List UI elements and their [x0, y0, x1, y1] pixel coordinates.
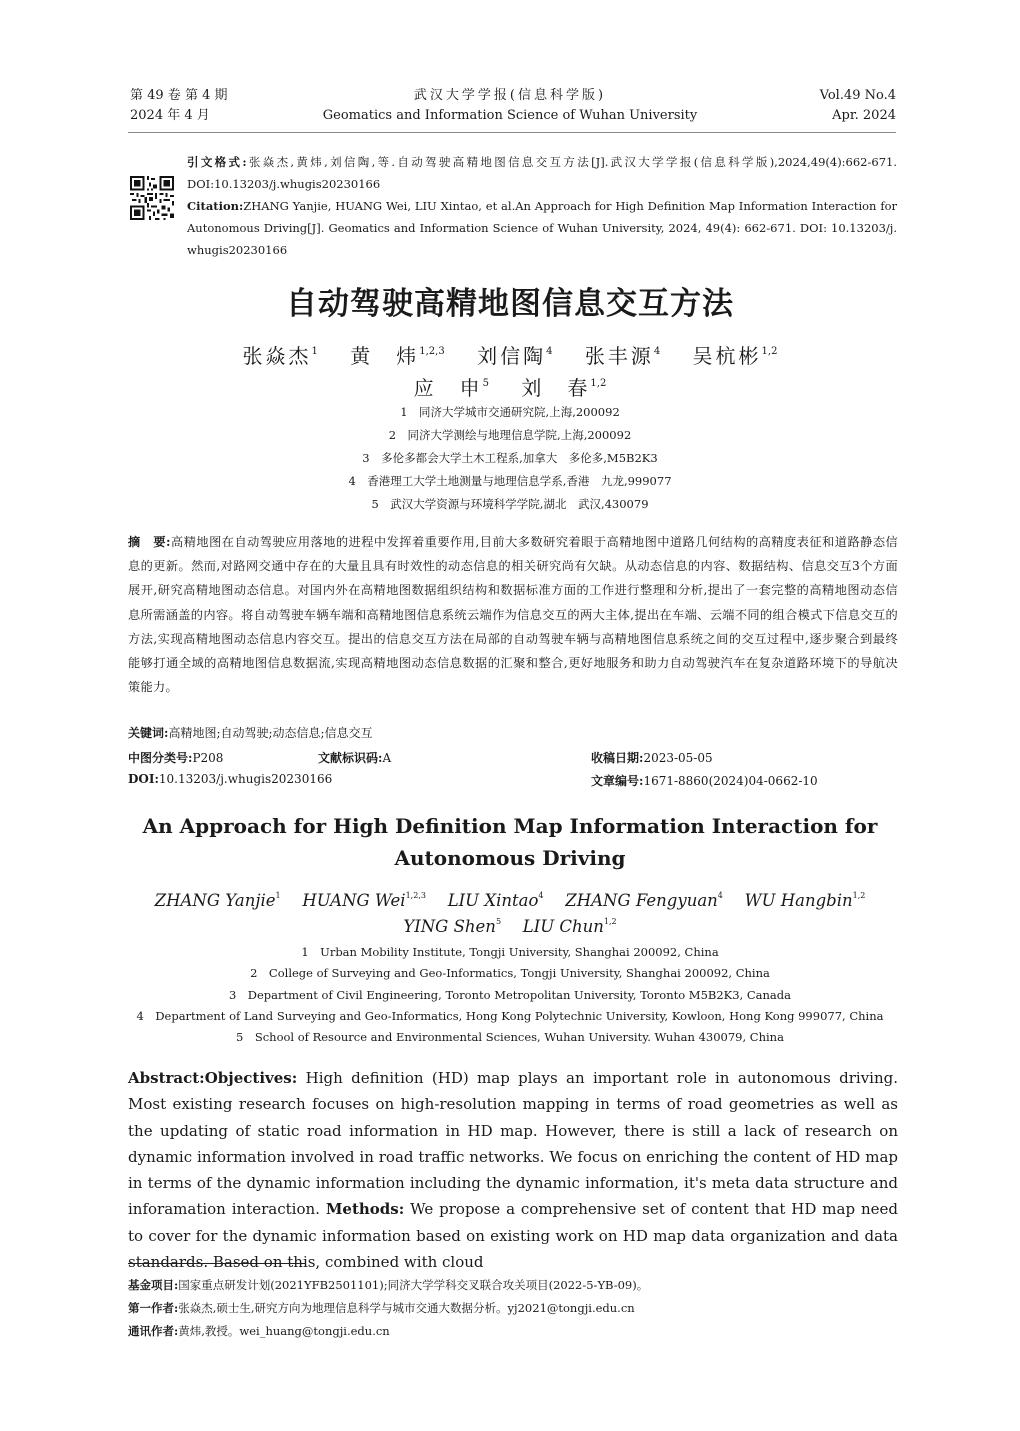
authors-en-line2	[130, 917, 890, 936]
keywords-cn-label: 关键词:	[128, 726, 169, 740]
citation-block	[187, 151, 897, 261]
author-sup: 1,2	[852, 891, 866, 900]
footnote-fund	[128, 1277, 648, 1293]
author-en: ZHANG Fengyuan	[565, 891, 718, 910]
author-cn: 应 申	[413, 376, 483, 400]
header-issue	[130, 86, 227, 126]
header-volume-en	[820, 86, 896, 126]
clc-label: 中图分类号:	[128, 751, 193, 765]
author-sup: 1,2,3	[419, 346, 445, 357]
title-en-line1: An Approach for High Definition Map Information Interaction for	[142, 814, 878, 838]
author-en: HUANG Wei	[302, 891, 406, 910]
fund-text: 国家重点研发计划(2021YFB2501101);同济大学学科交叉联合攻关项目(2022-5-YB-09)。	[178, 1278, 649, 1292]
author-sup: 4	[538, 891, 544, 900]
affiliation-cn: 1 同济大学城市交通研究院,上海,200092	[400, 405, 620, 419]
paper-title-en	[130, 810, 890, 874]
methods-label: Methods:	[325, 1200, 405, 1219]
header-date-en: Apr. 2024	[832, 108, 896, 123]
affiliation-en: 1 Urban Mobility Institute, Tongji University, Shanghai 200092, China	[301, 945, 719, 959]
keywords-cn-text: 高精地图;自动驾驶;动态信息;信息交互	[168, 726, 373, 740]
qr-code-icon	[130, 176, 174, 220]
author-en: ZHANG Yanjie	[154, 891, 276, 910]
author-en: LIU Xintao	[447, 891, 539, 910]
header-volume: 第 49 卷 第 4 期	[130, 88, 228, 103]
author-cn: 刘 春	[521, 376, 591, 400]
abstract-cn-text: 高精地图在自动驾驶应用落地的进程中发挥着重要作用,目前大多数研究着眼于高精地图中道路几何结构的高精度表征和道路静态信息的更新。然而,对路网交通中存在的大量且具有时效性的动态信息的相关研究尚有欠缺。从动态信息的内容、数据结构、信息交互3个方面展开,研究高精地图动态信息。对国内外在高精地图数据组织结构和数据标准方面的工作进行整理和分析,提出了一套完整的高精地图动态信息所需涵盖的内容。将自动驾驶车辆车端和高精地图信息系统云端作为信息交互的两大主体,提出在车端、云端不同的组合模式下信息交互的方法,实现高精地图动态信息内容交互。提出的信息交互方法在局部的自动驾驶车辆与高精地图信息系统之间的交互过程中,逐步聚合到最终能够打通全域的高精地图信息数据流,实现高精地图动态信息数据的汇聚和整合,更好地服务和助力自动驾驶汽车在复杂道路环境下的导航决策能力。	[128, 535, 898, 695]
authors-en-line1	[130, 891, 890, 910]
authors-cn-line1	[130, 340, 890, 369]
author-sup: 4	[653, 346, 661, 357]
header-journal	[280, 86, 740, 126]
abstract-en-label: Abstract:	[128, 1069, 205, 1087]
header-date-cn: 2024 年 4 月	[130, 108, 210, 123]
affiliations-en	[130, 942, 890, 1048]
affiliation-cn: 3 多伦多都会大学土木工程系,加拿大 多伦多,M5B2K3	[362, 451, 658, 465]
affiliation-cn: 4 香港理工大学土地测量与地理信息学系,香港 九龙,999077	[348, 474, 672, 488]
paper-title-cn: 自动驾驶高精地图信息交互方法	[286, 286, 734, 322]
abstract-cn-label: 摘 要:	[128, 535, 171, 549]
doc-value: A	[382, 751, 392, 765]
article-label: 文章编号:	[591, 774, 644, 788]
affiliation-en: 2 College of Surveying and Geo-Informatics, Tongji University, Shanghai 200092, China	[250, 966, 770, 981]
citation-cn-label: 引文格式:	[187, 155, 247, 169]
title-en-line2: Autonomous Driving	[394, 846, 626, 870]
author-sup: 1	[275, 891, 281, 900]
first-author-text: 张焱杰,硕士生,研究方向为地理信息科学与城市交通大数据分析。yj2021@tongji.edu.cn	[178, 1301, 635, 1315]
author-cn: 刘信陶	[477, 344, 547, 368]
author-sup: 4	[717, 891, 723, 900]
author-sup: 1,2	[761, 346, 778, 357]
author-sup: 5	[482, 378, 490, 389]
header-vol-no: Vol.49 No.4	[819, 88, 896, 103]
abstract-en	[128, 1065, 898, 1275]
journal-name-en: Geomatics and Information Science of Wuhan University	[322, 108, 698, 123]
doi-label: DOI:	[128, 772, 159, 786]
author-cn: 张丰源	[584, 344, 654, 368]
methods-text: We propose a comprehensive set of content that HD map need to cover for the dynamic information based on existing work on HD map data organization and data standards. Based on this, combined with cloud	[128, 1200, 898, 1272]
author-sup: 4	[546, 346, 553, 357]
received-label: 收稿日期:	[591, 751, 644, 765]
clc-number	[128, 749, 223, 766]
author-sup: 5	[495, 917, 502, 926]
authors-cn-line2	[130, 372, 890, 401]
author-cn: 黄 炜	[350, 344, 420, 368]
citation-cn-text: 张焱杰,黄炜,刘信陶,等.自动驾驶高精地图信息交互方法[J].武汉大学学报(信息科学版),2024,49(4):662-671. DOI:10.13203/j.whugis20230166	[187, 155, 897, 191]
received-date	[591, 749, 713, 766]
citation-en-label: Citation:	[187, 199, 244, 213]
affiliations-cn	[130, 401, 890, 516]
header-rule	[128, 132, 896, 133]
fund-label: 基金项目:	[128, 1278, 179, 1292]
affiliation-en: 5 School of Resource and Environmental Sciences, Wuhan University. Wuhan 430079, China	[236, 1030, 784, 1045]
citation-en-text: ZHANG Yanjie, HUANG Wei, LIU Xintao, et al.An Approach for High Definition Map Information Interaction for Autonomous Driving[J]. Geomatics and Information Science of Wuhan University, 2024, 49(4): 662-671. DOI: 10.13203/j. whugis20230166	[187, 199, 897, 257]
footnote-corresponding	[128, 1323, 390, 1339]
author-cn: 张焱杰	[242, 344, 312, 368]
footnote-first-author	[128, 1300, 635, 1316]
author-sup: 1,2,3	[405, 891, 426, 900]
doc-label: 文献标识码:	[318, 751, 383, 765]
author-sup: 1	[311, 346, 318, 357]
author-en: WU Hangbin	[744, 891, 853, 910]
author-cn: 吴杭彬	[692, 344, 762, 368]
affiliation-cn: 2 同济大学测绘与地理信息学院,上海,200092	[388, 428, 632, 442]
affiliation-en: 4 Department of Land Surveying and Geo-Informatics, Hong Kong Polytechnic University, Kowloon, Hong Kong 999077, China	[136, 1008, 884, 1023]
abstract-cn	[128, 530, 898, 699]
corresponding-label: 通讯作者:	[128, 1324, 179, 1338]
objectives-label: Objectives:	[204, 1069, 298, 1087]
document-code	[318, 749, 391, 766]
objectives-text: High definition (HD) map plays an important role in autonomous driving. Most existing research focuses on high-resolution mapping in terms of road geometries as well as the updating of static road information in HD map. However, there is still a lack of research on dynamic information involved in road traffic networks. We focus on enriching the content of HD map in terms of the dynamic information including the dynamic information, it's meta data structure and inforamation interaction.	[128, 1069, 898, 1219]
journal-name-cn: 武汉大学学报(信息科学版)	[413, 88, 607, 103]
clc-value: P208	[192, 751, 224, 765]
author-sup: 1,2	[603, 917, 617, 926]
doi-value: 10.13203/j.whugis20230166	[158, 772, 333, 786]
footnote-rule	[128, 1263, 306, 1264]
first-author-label: 第一作者:	[128, 1301, 179, 1315]
author-en: LIU Chun	[522, 917, 604, 936]
author-sup: 1,2	[590, 378, 607, 389]
doi	[128, 772, 332, 786]
author-en: YING Shen	[403, 917, 496, 936]
citation-cn	[187, 151, 897, 195]
keywords-cn	[128, 724, 373, 741]
affiliation-cn: 5 武汉大学资源与环境科学学院,湖北 武汉,430079	[371, 497, 649, 511]
received-value: 2023-05-05	[643, 751, 713, 765]
article-number	[591, 772, 818, 789]
article-value: 1671-8860(2024)04-0662-10	[643, 774, 818, 788]
corresponding-text: 黄炜,教授。wei_huang@tongji.edu.cn	[178, 1324, 390, 1338]
affiliation-en: 3 Department of Civil Engineering, Toronto Metropolitan University, Toronto M5B2K3, Canada	[228, 987, 792, 1002]
citation-en	[187, 195, 897, 261]
